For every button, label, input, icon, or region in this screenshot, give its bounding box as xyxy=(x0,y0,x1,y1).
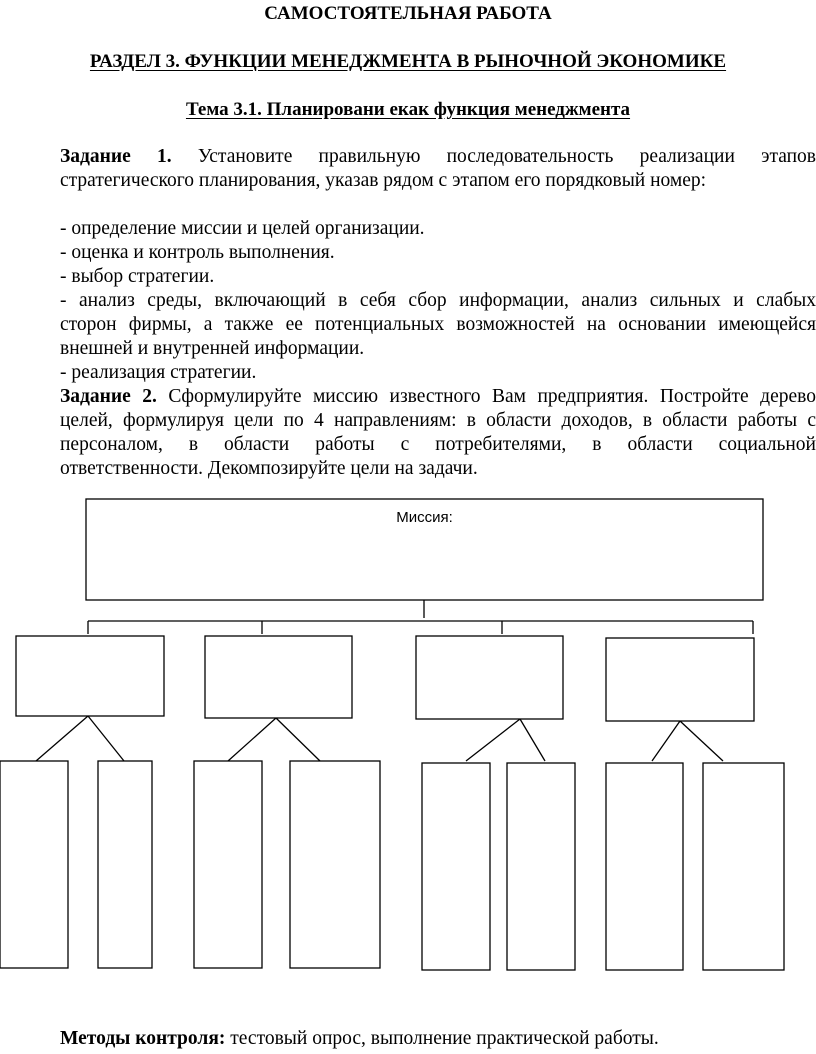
task-box xyxy=(0,761,68,968)
task2-line2: целей, формулируя цели по 4 направлениям: в области доходов, в области работы с xyxy=(60,410,816,431)
mission-label: Миссия: xyxy=(396,509,453,526)
connector-line xyxy=(228,718,276,761)
task-box xyxy=(290,761,380,968)
task2-line3: персоналом, в области работы с потребителями, в области социальной xyxy=(60,434,816,455)
task-box xyxy=(507,763,575,970)
task1-text-1: Установите правильную последовательность реализации этапов xyxy=(197,146,816,167)
connector-line xyxy=(88,716,124,761)
task1-item: сторон фирмы, а также ее потенциальных возможностей на основании имеющейся xyxy=(60,314,816,335)
task-box xyxy=(422,763,490,970)
task-box xyxy=(703,763,784,970)
document-title: САМОСТОЯТЕЛЬНАЯ РАБОТА xyxy=(264,3,552,24)
task2-label: Задание 2. xyxy=(60,386,157,407)
task1-item: - оценка и контроль выполнения. xyxy=(60,242,335,263)
topic-heading: Тема 3.1. Планировани екак функция менеджмента xyxy=(185,99,631,120)
goal-box xyxy=(16,636,164,716)
task1-label: Задание 1. xyxy=(60,146,172,167)
task1-item: - определение миссии и целей организации. xyxy=(60,218,425,239)
task-box xyxy=(98,761,152,968)
task1-line2: стратегического планирования, указав рядом с этапом его порядковый номер: xyxy=(60,170,707,191)
connector-line xyxy=(466,719,520,761)
task2-text-1: Сформулируйте миссию известного Вам предприятия. Постройте дерево xyxy=(168,386,816,407)
connector-line xyxy=(680,721,723,761)
task1-item: - выбор стратегии. xyxy=(60,266,215,287)
connector-line xyxy=(652,721,680,761)
section-heading: РАЗДЕЛ 3. ФУНКЦИИ МЕНЕДЖМЕНТА В РЫНОЧНОЙ ЭКОНОМИКЕ xyxy=(89,51,727,72)
task-box xyxy=(194,761,262,968)
task1-item: - анализ среды, включающий в себя сбор информации, анализ сильных и слабых xyxy=(60,290,816,311)
goal-box xyxy=(606,638,754,721)
connector-line xyxy=(520,719,545,761)
footer-text: тестовый опрос, выполнение практической работы. xyxy=(230,1028,659,1049)
goal-box xyxy=(205,636,352,718)
connector-line xyxy=(276,718,320,761)
goal-box xyxy=(416,636,563,719)
footer-line xyxy=(60,1027,659,1051)
task2-line4: ответственности. Декомпозируйте цели на задачи. xyxy=(60,458,478,479)
connector-line xyxy=(36,716,88,761)
footer-label: Методы контроля: xyxy=(60,1028,226,1049)
task1-item: внешней и внутренней информации. xyxy=(60,338,365,359)
task1-item: - реализация стратегии. xyxy=(60,362,257,383)
task-box xyxy=(606,763,683,970)
